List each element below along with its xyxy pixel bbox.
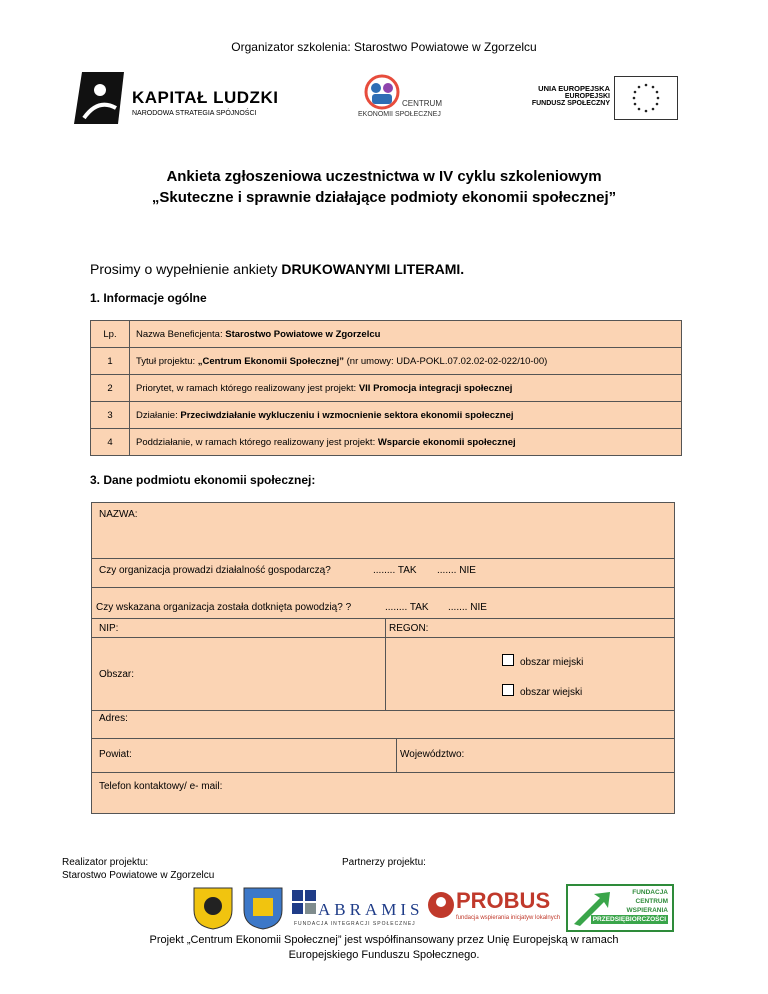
probus-icon: [426, 890, 456, 920]
option-obszar-wiejski[interactable]: [502, 684, 582, 698]
row-prefix: Nazwa Beneficjenta:: [136, 328, 226, 340]
row-suffix: (nr umowy: UDA-POKL.07.02.02-02-022/10-00): [344, 355, 548, 367]
nazwa-label: NAZWA:: [99, 509, 138, 520]
row-content: [130, 375, 682, 402]
nazwa-field[interactable]: [92, 503, 674, 558]
probus-name: PROBUS: [456, 888, 551, 913]
org-data-form: [91, 502, 675, 814]
row-content: [130, 321, 682, 348]
cofinancing-note-2: Europejskiego Funduszu Społecznego.: [288, 949, 480, 961]
wojewodztwo-label: Województwo:: [400, 749, 465, 760]
opt-wiejski-label: obszar wiejski: [520, 687, 583, 698]
option-obszar-miejski[interactable]: [502, 654, 583, 668]
q1-label: Czy organizacja prowadzi działalność gospodarczą?: [99, 565, 331, 576]
realizator-label: Realizator projektu:: [62, 857, 149, 868]
table-row: [91, 348, 682, 375]
fundacja-text: [591, 888, 668, 924]
q1-nie[interactable]: ....... NIE: [437, 565, 476, 576]
q2-tak[interactable]: ........ TAK: [385, 602, 429, 613]
q1-tak[interactable]: ........ TAK: [373, 565, 417, 576]
row-content: [130, 402, 682, 429]
fundacja-line1: FUNDACJA: [632, 889, 668, 896]
row-number: 3: [91, 402, 130, 429]
table-row: [91, 375, 682, 402]
realizator-name: Starostwo Powiatowe w Zgorzelcu: [62, 870, 215, 881]
opt-miejski-label: obszar miejski: [520, 657, 584, 668]
checkbox-wiejski[interactable]: [502, 684, 514, 696]
row-number: Lp.: [91, 321, 130, 348]
intro-text: [90, 261, 464, 277]
abramis-logo: [292, 890, 428, 930]
row-value: Wsparcie ekonomii społecznej: [377, 436, 516, 448]
row-value: Przeciwdziałanie wykluczeniu i wzmocnienie sektora ekonomii społecznej: [180, 409, 514, 421]
regon-label: REGON:: [389, 623, 429, 634]
row-content: [130, 429, 682, 456]
section3-heading: 3. Dane podmiotu ekonomii społecznej:: [90, 473, 316, 487]
kapital-ludzki-logo: [72, 68, 292, 130]
fundacja-line2: CENTRUM: [635, 898, 668, 905]
eu-flag-icon: [614, 76, 678, 120]
coat-of-arms-2-icon: [240, 886, 286, 930]
row-content: [130, 348, 682, 375]
intro-plain: Prosimy o wypełnienie ankiety: [90, 261, 282, 277]
nip-label: NIP:: [99, 623, 119, 634]
row-value: Starostwo Powiatowe w Zgorzelcu: [225, 328, 381, 340]
eu-line2: EUROPEJSKI: [564, 93, 610, 100]
organizer-header: Organizator szkolenia: Starostwo Powiatowe w Zgorzelcu: [231, 40, 537, 54]
fundacja-line3: WSPIERANIA: [626, 907, 668, 914]
q2-nie[interactable]: ....... NIE: [448, 602, 487, 613]
eu-line1: UNIA EUROPEJSKA: [538, 84, 610, 93]
row-prefix: Działanie:: [136, 409, 181, 421]
row-number: 4: [91, 429, 130, 456]
telefon-label: Telefon kontaktowy/ e- mail:: [99, 781, 223, 792]
row-value: VII Promocja integracji społecznej: [358, 382, 513, 394]
abramis-sub: FUNDACJA INTEGRACJI SPOŁECZNEJ: [294, 921, 416, 927]
centrum-line2: EKONOMII SPOŁECZNEJ: [358, 111, 441, 118]
centrum-people-icon: [360, 74, 404, 110]
row-prefix: Poddziałanie, w ramach którego realizowany jest projekt:: [136, 436, 378, 448]
intro-bold: DRUKOWANYMI LITERAMI.: [281, 261, 465, 277]
row-prefix: Priorytet, w ramach którego realizowany jest projekt:: [136, 382, 359, 394]
fundacja-logo: [566, 884, 674, 932]
section1-heading: 1. Informacje ogólne: [90, 291, 207, 305]
row-number: 2: [91, 375, 130, 402]
table-row: [91, 321, 682, 348]
probus-logo: [426, 888, 560, 928]
centrum-line1: CENTRUM: [402, 99, 442, 108]
probus-sub: fundacja wspierania inicjatyw lokalnych: [456, 915, 561, 921]
table-row: [91, 402, 682, 429]
cofinancing-note-1: Projekt „Centrum Ekonomii Społecznej” jest współfinansowany przez Unię Europejską w ramach: [149, 934, 619, 946]
title-line1: Ankieta zgłoszeniowa uczestnictwa w IV cyklu szkoleniowym: [166, 168, 602, 185]
row-number: 1: [91, 348, 130, 375]
table-row: [91, 429, 682, 456]
abramis-name: ABRAMIS: [318, 900, 424, 919]
row-value: „Centrum Ekonomii Społecznej”: [197, 355, 344, 367]
checkbox-miejski[interactable]: [502, 654, 514, 666]
fundacja-line4: PRZEDSIĘBIORCZOŚCI: [592, 916, 666, 923]
partners-label: Partnerzy projektu:: [342, 857, 426, 868]
kapital-ludzki-name: KAPITAŁ LUDZKI: [132, 88, 279, 107]
kapital-ludzki-icon: [72, 68, 128, 128]
coat-of-arms-1-icon: [190, 886, 236, 930]
eu-text-block: [516, 84, 610, 107]
title-line2: „Skuteczne i sprawnie działające podmioty ekonomii społecznej”: [151, 189, 617, 206]
eu-line3: FUNDUSZ SPOŁECZNY: [531, 100, 610, 107]
abramis-squares-icon: [292, 890, 316, 914]
q2-label: Czy wskazana organizacja została dotknięta powodzią? ?: [96, 602, 352, 613]
row-prefix: Tytuł projektu:: [136, 355, 198, 367]
centrum-logo: [356, 74, 466, 130]
powiat-label: Powiat:: [99, 749, 132, 760]
kapital-ludzki-subtitle: NARODOWA STRATEGIA SPÓJNOŚCI: [132, 110, 257, 117]
obszar-label: Obszar:: [99, 669, 135, 680]
adres-label: Adres:: [99, 713, 128, 724]
general-info-table: [90, 320, 682, 456]
